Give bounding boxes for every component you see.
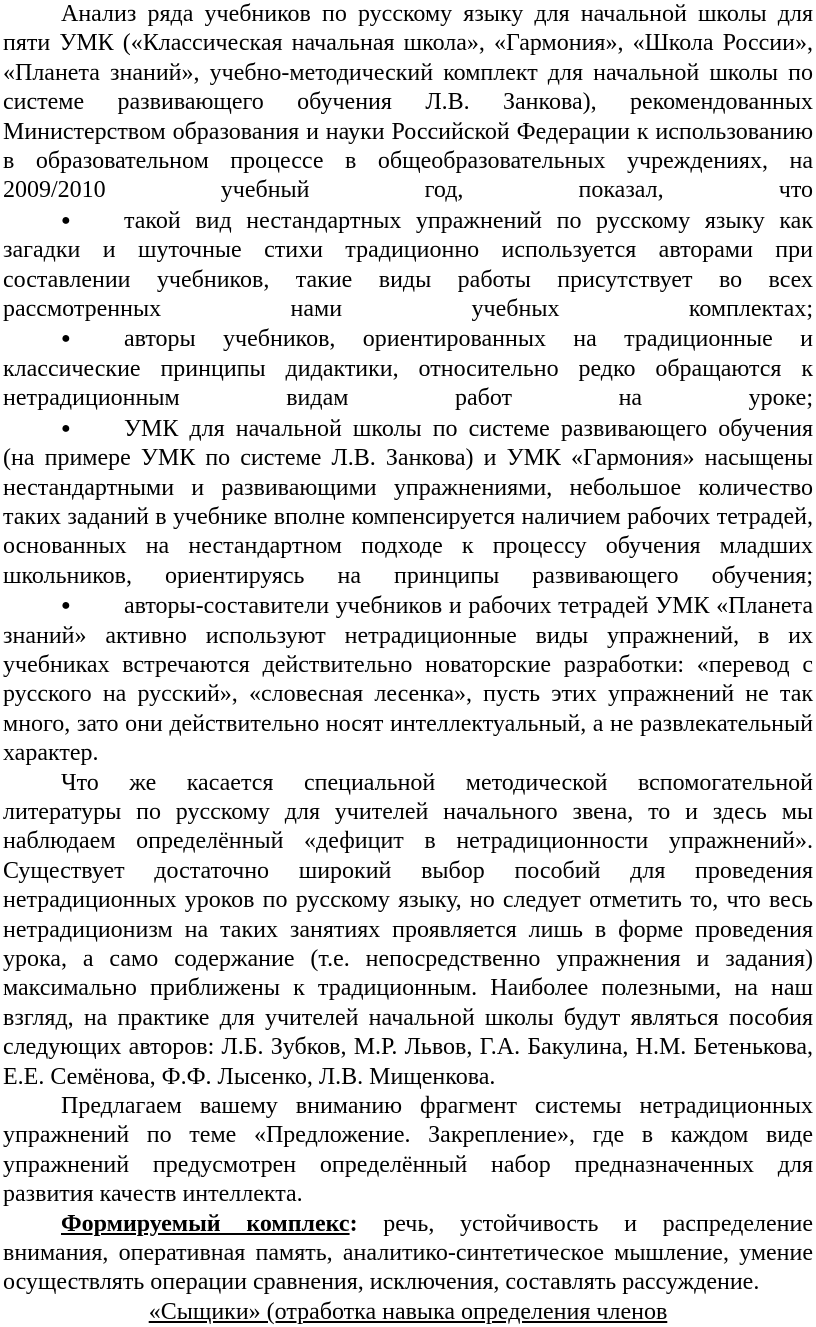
- bullet-item-3: [3, 414, 813, 591]
- complex-text: речь, устойчивость и распределение внимания, оперативная память, аналитико-синтетическое мышление, умение осуществлять операции сравнения, исключения, составлять рассуждение.: [3, 1210, 813, 1296]
- section-heading-text: «Сыщики» (отработка навыка определения членов: [148, 1298, 668, 1325]
- literature-text: Что же касается специальной методической вспомогательной литературы по русскому для учителей начального звена, то и здесь мы наблюдаем определённый «дефицит в нетрадиционности упражнений». Существует достаточно широкий выбор пособий для проведения нетрадиционных уроков по русскому языку, но следует отметить то, что весь нетрадиционизм на таких занятиях проявляется лишь в форме проведения урока, а само содержание (т.е. непосредственно упражнения и задания) максимально приближены к традиционным. Наиболее полезными, на наш взгляд, на практике для учителей начальной школы будут являться пособия следующих авторов: Л.Б. Зубков, М.Р. Львов, Г.А. Бакулина, Н.М. Бетенькова, Е.Е. Семёнова, Ф.Ф. Лысенко, Л.В. Мищенкова.: [3, 769, 813, 1090]
- complex-colon: :: [349, 1210, 358, 1237]
- proposal-text: Предлагаем вашему вниманию фрагмент системы нетрадиционных упражнений по теме «Предложение. Закрепление», где в каждом виде упражнений предусмотрен определённый набор предназначенных для развития качеств интеллекта.: [3, 1093, 813, 1208]
- bullet-item-4: [3, 591, 813, 768]
- bullet-icon: ●: [61, 211, 71, 229]
- bullet-text-3: УМК для начальной школы по системе развивающего обучения (на примере УМК по системе Л.В. Занкова) и УМК «Гармония» насыщены нестандартными и развивающими упражнениями, небольшое количество таких заданий в учебнике вполне компенсируется наличием рабочих тетрадей, основанных на нестандартном подходе к процессу обучения младших школьников, ориентируясь на принципы развивающего обучения;: [3, 415, 813, 589]
- proposal-paragraph: [3, 1092, 813, 1210]
- bullet-item-2: [3, 324, 813, 413]
- bullet-text-4: авторы-составители учебников и рабочих тетрадей УМК «Планета знаний» активно используют нетрадиционные виды упражнений, в их учебниках встречаются действительно новаторские разработки: «перевод с русского на русский», «словесная лесенка», пусть этих упражнений не так много, зато они действительно носят интеллектуальный, а не развлекательный характер.: [3, 593, 813, 767]
- literature-paragraph: [3, 769, 813, 1092]
- intro-text: Анализ ряда учебников по русскому языку для начальной школы для пяти УМК («Классическая начальная школа», «Гармония», «Школа России», «Планета знаний», учебно-методический комплект для начальной школы по системе развивающего обучения Л.В. Занкова), рекомендованных Министерством образования и науки Российской Федерации к использованию в образовательном процессе в общеобразовательных учреждениях, на 2009/2010 учебный год, показал, что: [3, 1, 813, 204]
- document-page: [3, 0, 813, 1327]
- intro-paragraph: [3, 0, 813, 206]
- bullet-icon: ●: [61, 419, 71, 437]
- bullet-icon: ●: [61, 330, 71, 348]
- bullet-text-2: авторы учебников, ориентированных на традиционные и классические принципы дидактики, относительно редко обращаются к нетрадиционным видам работ на уроке;: [3, 326, 813, 412]
- complex-paragraph: [3, 1210, 813, 1298]
- complex-label: Формируемый комплекс: [61, 1210, 350, 1237]
- bullet-text-1: такой вид нестандартных упражнений по русскому языку как загадки и шуточные стихи традиционно используется авторами при составлении учебников, такие виды работы присутствует во всех рассмотренных нами учебных комплектах;: [3, 207, 813, 323]
- bullet-item-1: [3, 206, 813, 325]
- bullet-icon: ●: [61, 597, 71, 615]
- section-heading: [3, 1298, 813, 1327]
